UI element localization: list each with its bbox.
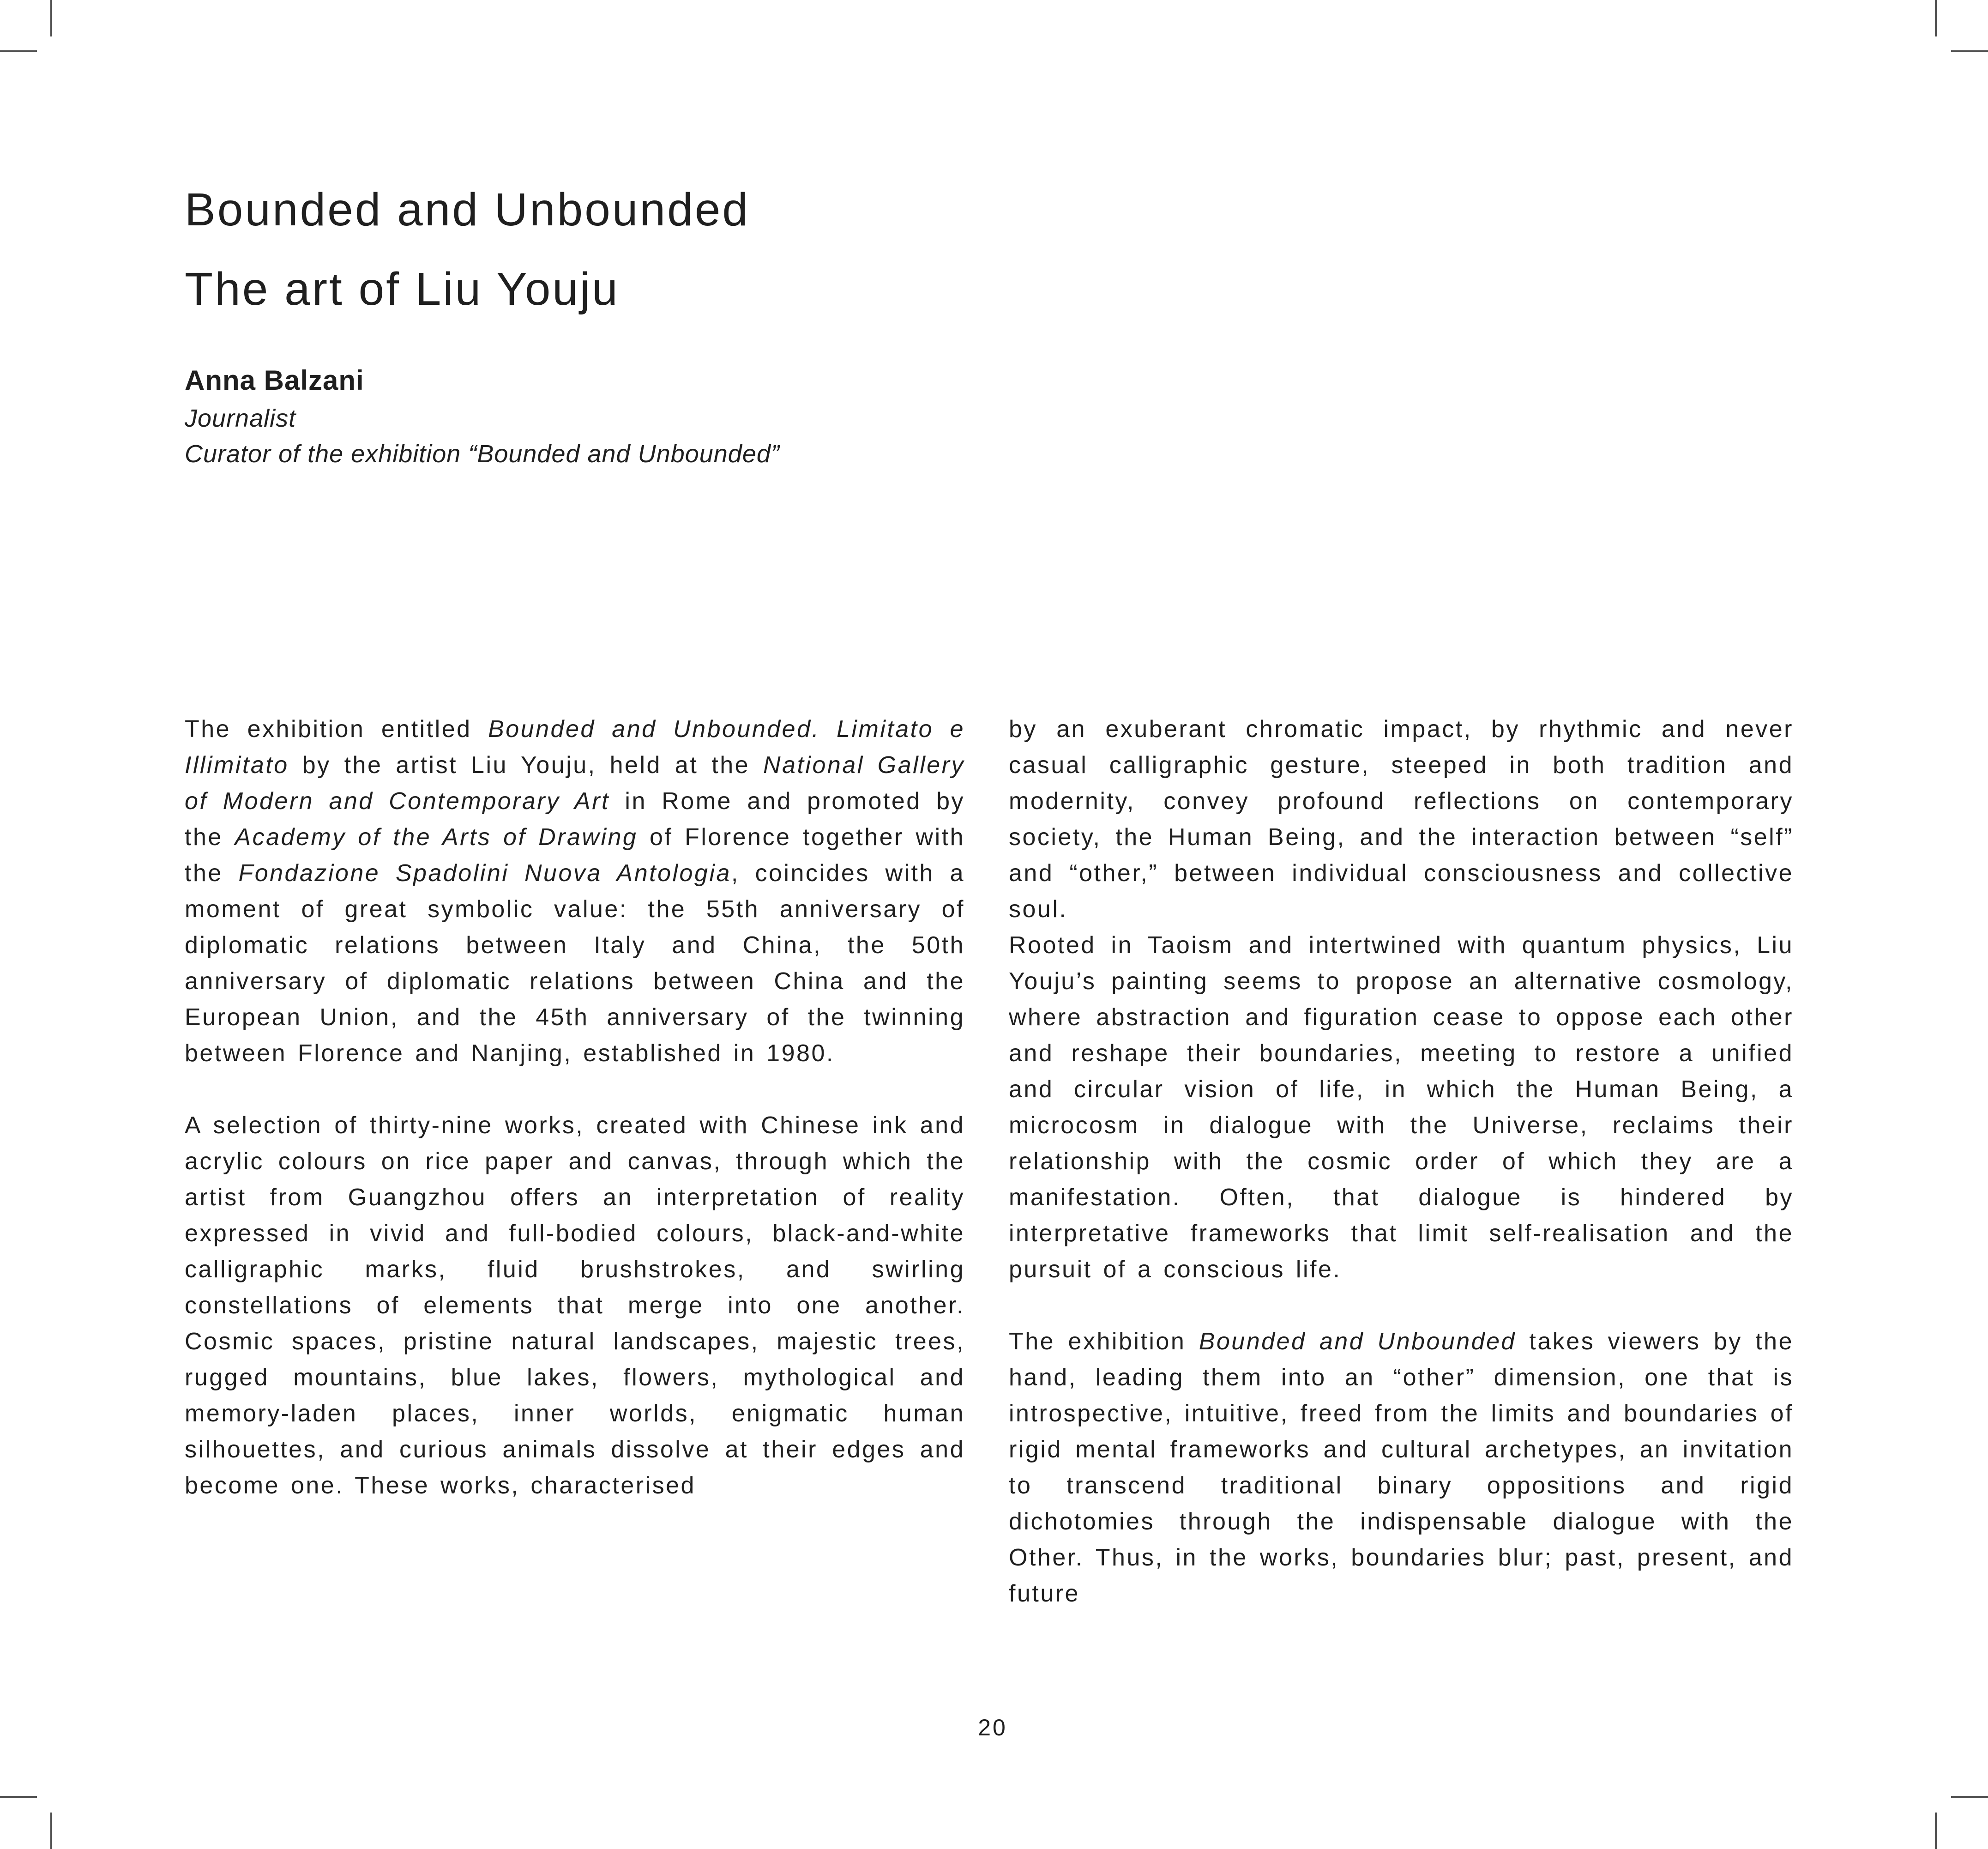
crop-mark-top-left-horizontal [0, 50, 37, 52]
paragraph: A selection of thirty-nine works, created with Chinese ink and acrylic colours on rice paper and canvas, through which the artist from Guangzhou offers an interpretation of reality expressed in vivid and full-bodied colours, black-and-white calligraphic marks, fluid brushstrokes, and swirling constellations of elements that merge into one another. Cosmic spaces, pristine natural landscapes, majestic trees, rugged mountains, blue lakes, flowers, mythological and memory-laden places, inner worlds, enigmatic human silhouettes, and curious animals dissolve at their edges and become one. These works, characterised [185, 1112, 965, 1499]
paragraph: Rooted in Taoism and intertwined with quantum physics, Liu Youju’s painting seems to propose an alternative cosmology, where abstraction and figuration cease to oppose each other and reshape their boundaries, meeting to restore a unified and circular vision of life, in which the Human Being, a microcosm in dialogue with the Universe, reclaims their relationship with the cosmic order of which they are a manifestation. Often, that dialogue is hindered by interpretative frameworks that limit self-realisation and the pursuit of a conscious life. [1009, 932, 1794, 1283]
crop-mark-bottom-right-horizontal [1951, 1796, 1988, 1798]
author-role-journalist: Journalist [185, 405, 296, 432]
crop-mark-bottom-left-horizontal [0, 1796, 37, 1798]
paragraph: by an exuberant chromatic impact, by rhythmic and never casual calligraphic gesture, steeped in both tradition and modernity, convey profound reflections on contemporary society, the Human Being, and the interaction between “self” and “other,” between individual consciousness and collective soul. [1009, 716, 1794, 923]
page-title [185, 170, 750, 329]
crop-mark-top-right-horizontal [1951, 50, 1988, 52]
paragraph: The exhibition Bounded and Unbounded takes viewers by the hand, leading them into an “other” dimension, one that is introspective, intuitive, freed from the limits and boundaries of rigid mental frameworks and cultural archetypes, an invitation to transcend traditional binary oppositions and rigid dichotomies through the indispensable dialogue with the Other. Thus, in the works, boundaries blur; past, present, and future [1009, 1328, 1794, 1607]
crop-mark-top-right-vertical [1935, 0, 1937, 36]
paragraph: The exhibition entitled Bounded and Unbounded. Limitato e Illimitato by the artist Liu Youju, held at the National Gallery of Modern and Contemporary Art in Rome and promoted by the Academy of the Arts of Drawing of Florence together with the Fondazione Spadolini Nuova Antologia, coincides with a moment of great symbolic value: the 55th anniversary of diplomatic relations between Italy and China, the 50th anniversary of diplomatic relations between China and the European Union, and the 45th anniversary of the twinning between Florence and Nanjing, established in 1980. [185, 716, 965, 1067]
author-name: Anna Balzani [185, 365, 364, 396]
crop-mark-bottom-left-vertical [50, 1813, 52, 1849]
page-title-line1: Bounded and Unbounded [185, 184, 750, 236]
crop-mark-top-left-vertical [50, 0, 52, 36]
crop-mark-bottom-right-vertical [1935, 1813, 1937, 1849]
body-column-right [1009, 711, 1794, 1612]
page-title-line2: The art of Liu Youju [185, 263, 620, 315]
page-number: 20 [978, 1715, 1007, 1740]
author-block [185, 360, 780, 472]
author-role-curator: Curator of the exhibition “Bounded and Unbounded” [185, 440, 780, 468]
body-column-left [185, 711, 965, 1504]
